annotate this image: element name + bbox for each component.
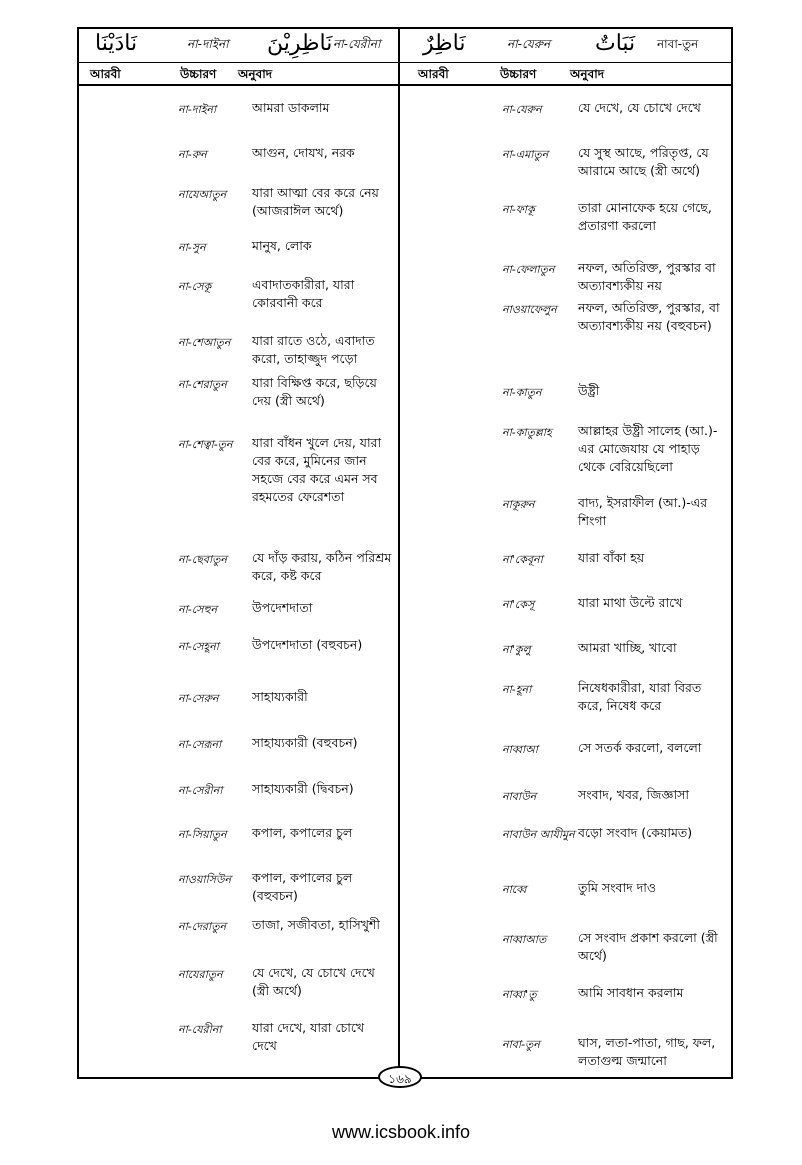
- entry-pronunciation: না-হূনা: [502, 683, 532, 696]
- left-heading-arabic: আরবী: [90, 67, 121, 81]
- entry-pronunciation: নাযেরাতুন: [178, 968, 223, 981]
- entry-translation: আল্লাহর উষ্ট্রী সালেহ (আ.)-এর মোজেযায় যে পাহাড় থেকে বেরিয়েছিলো: [578, 423, 718, 474]
- entry-pronunciation: না-শেআতুন: [178, 336, 231, 349]
- entry-pronunciation: না-সেরীনা: [178, 784, 223, 797]
- entry-pronunciation: না-শেত্বা-তুন: [178, 438, 233, 451]
- entry-pronunciation: নাকূরুন: [502, 498, 535, 511]
- entry-pronunciation: না-কাতুন: [502, 386, 542, 399]
- entry-translation: নফল, অতিরিক্ত, পুরস্কার, বা অত্যাবশ্যকীয় নয় (বহুবচন): [578, 300, 720, 333]
- entry-translation: তুমি সংবাদ দাও: [578, 880, 657, 895]
- entry-pronunciation: না-ছেবাতুন: [178, 553, 227, 566]
- entry-translation: সাহায্যকারী: [252, 689, 308, 704]
- right-heading-pronunciation: উচ্চারণ: [500, 67, 537, 81]
- entry-pronunciation: নাবাউন: [502, 790, 537, 803]
- entry-translation: কপাল, কপালের চুল (বহুবচন): [252, 870, 353, 903]
- entry-pronunciation: না-যেরীনা: [178, 1023, 222, 1036]
- entry-translation: আগুন, দোযখ, নরক: [252, 145, 355, 160]
- guide-word-right-1-translit: না-যেরুন: [507, 37, 551, 51]
- entry-translation: সংবাদ, খবর, জিজ্ঞাসা: [578, 787, 689, 802]
- guide-word-right-2-translit: নাবা-তুন: [657, 37, 699, 51]
- entry-pronunciation: নাবাউন আযীমুন: [502, 828, 575, 841]
- left-heading-pronunciation: উচ্চারণ: [180, 67, 217, 81]
- column-divider: [398, 27, 400, 1079]
- entry-translation: নিষেধকারীরা, যারা বিরত করে, নিষেধ করে: [578, 680, 702, 713]
- entry-pronunciation: নাযেআতুন: [178, 188, 227, 201]
- entry-translation: কপাল, কপালের চুল: [252, 825, 353, 840]
- right-heading-translation: অনুবাদ: [570, 67, 605, 81]
- entry-translation: আমি সাবধান করলাম: [578, 985, 684, 1000]
- entry-translation: সে সতর্ক করলো, বললো: [578, 740, 702, 755]
- entry-pronunciation: না'কেসূ: [502, 598, 535, 611]
- guide-word-right-1-arabic: نَاظِرٌ: [423, 31, 466, 56]
- entry-translation: আমরা ডাকলাম: [252, 100, 330, 115]
- left-heading-translation: অনুবাদ: [238, 67, 273, 81]
- entry-pronunciation: না-এমাতুন: [502, 148, 549, 161]
- right-heading-arabic: আরবী: [418, 67, 449, 81]
- guide-word-right-2-arabic: نَبَاتٌ: [595, 31, 636, 56]
- entry-translation: যে দেখে, যে চোখে দেখে (স্ত্রী অর্থে): [252, 965, 375, 998]
- entry-translation: আমরা খাচ্ছি, খাবো: [578, 640, 677, 655]
- entry-pronunciation: না'কুলু: [502, 643, 531, 656]
- entry-pronunciation: নাব্বা'তু: [502, 988, 537, 1001]
- website-link[interactable]: www.icsbook.info: [331, 1122, 471, 1142]
- entry-translation: তাজা, সজীবতা, হাসিখুশী: [252, 917, 380, 932]
- guide-word-left-1-arabic: نَادَيْنَا: [95, 31, 138, 56]
- entry-pronunciation: নাওয়াফেলুন: [502, 303, 557, 316]
- entry-pronunciation: না-ফাকূ: [502, 203, 535, 216]
- entry-translation: এবাদাতকারীরা, যারা কোরবানী করে: [252, 277, 355, 310]
- entry-translation: উপদেশদাতা (বহুবচন): [252, 637, 363, 652]
- entry-pronunciation: না-সেরুন: [178, 692, 219, 705]
- entry-pronunciation: না-সিয়াতুন: [178, 828, 227, 841]
- entry-pronunciation: না-সেরূনা: [178, 738, 222, 751]
- guide-word-left-1-translit: না-দাইনা: [187, 37, 229, 51]
- entry-pronunciation: না-যেরুন: [502, 103, 542, 116]
- page-number: ১৬৯: [378, 1066, 422, 1088]
- entry-pronunciation: না-কাতুল্লাহ: [502, 426, 552, 439]
- entry-pronunciation: না-সেহূনা: [178, 640, 219, 653]
- entry-pronunciation: না-দাইনা: [178, 103, 217, 116]
- entry-pronunciation: নাবা-তুন: [502, 1038, 540, 1051]
- entry-translation: যে সুস্থ আছে, পরিতৃপ্ত, যে আরামে আছে (স্ত্রী অর্থে): [578, 145, 709, 178]
- entry-translation: যারা বাঁকা হয়: [578, 550, 645, 565]
- entry-translation: যারা রাতে ওঠে, এবাদাত করো, তাহাজ্জুদ পড়ো: [252, 333, 375, 366]
- entry-translation: তারা মোনাফেক হয়ে গেছে, প্রতারণা করলো: [578, 200, 712, 233]
- entry-translation: সাহায্যকারী (দ্বিবচন): [252, 781, 354, 796]
- entry-pronunciation: নাব্বাআত: [502, 933, 547, 946]
- entry-pronunciation: না-দেরাতুন: [178, 920, 227, 933]
- entry-pronunciation: নাব্বে: [502, 883, 527, 896]
- entry-translation: বাদ্য, ইসরাফীল (আ.)-এর শিংগা: [578, 495, 708, 528]
- entry-pronunciation: না-সেহুন: [178, 603, 218, 616]
- entry-translation: মানুষ, লোক: [252, 238, 312, 253]
- entry-translation: বড়ো সংবাদ (কেয়ামত): [578, 825, 693, 840]
- entry-translation: যারা বাঁধন খুলে দেয়, যারা বের করে, মুমিনের জান সহজে বের করে এমন সব রহমতের ফেরেশতা: [252, 435, 382, 504]
- entry-pronunciation: নাব্বাআ: [502, 743, 539, 756]
- entry-translation: সাহায্যকারী (বহুবচন): [252, 735, 358, 750]
- entry-translation: যারা আত্মা বের করে নেয় (আজরাঈল অর্থে): [252, 185, 379, 218]
- entry-pronunciation: না-শেরাতুন: [178, 378, 227, 391]
- entry-translation: ঘাস, লতা-পাতা, গাছ, ফল, লতাগুল্ম জন্মানো: [578, 1035, 716, 1068]
- entry-pronunciation: নাওয়াসিউন: [178, 873, 232, 886]
- entry-translation: যে দেখে, যে চোখে দেখে: [578, 100, 701, 115]
- column-heading-row: [77, 63, 733, 86]
- entry-translation: যারা মাথা উল্টে রাখে: [578, 595, 683, 610]
- entry-translation: উষ্ট্রী: [578, 383, 600, 398]
- entry-translation: যারা বিক্ষিপ্ত করে, ছড়িয়ে দেয় (স্ত্রী অর্থে): [252, 375, 377, 408]
- guide-words-row: [77, 27, 733, 63]
- entry-pronunciation: না-ফেলাতুন: [502, 263, 555, 276]
- entry-pronunciation: না-সুন: [178, 241, 206, 254]
- entry-pronunciation: না'কেবূনা: [502, 553, 543, 566]
- entry-translation: যে দাঁড় করায়, কঠিন পরিশ্রম করে, কষ্ট করে: [252, 550, 392, 583]
- entry-translation: যারা দেখে, যারা চোখে দেখে: [252, 1020, 365, 1053]
- entry-pronunciation: না-রুন: [178, 148, 207, 161]
- entry-translation: নফল, অতিরিক্ত, পুরস্কার বা অত্যাবশ্যকীয় নয়: [578, 260, 716, 293]
- entry-translation: সে সংবাদ প্রকাশ করলো (স্ত্রী অর্থে): [578, 930, 718, 963]
- entry-pronunciation: না-সেকূ: [178, 280, 212, 293]
- guide-word-left-2-arabic: نَاظِرِيْنَ: [267, 31, 333, 56]
- guide-word-left-2-translit: না-যেরীনা: [333, 37, 381, 51]
- entry-translation: উপদেশদাতা: [252, 600, 313, 615]
